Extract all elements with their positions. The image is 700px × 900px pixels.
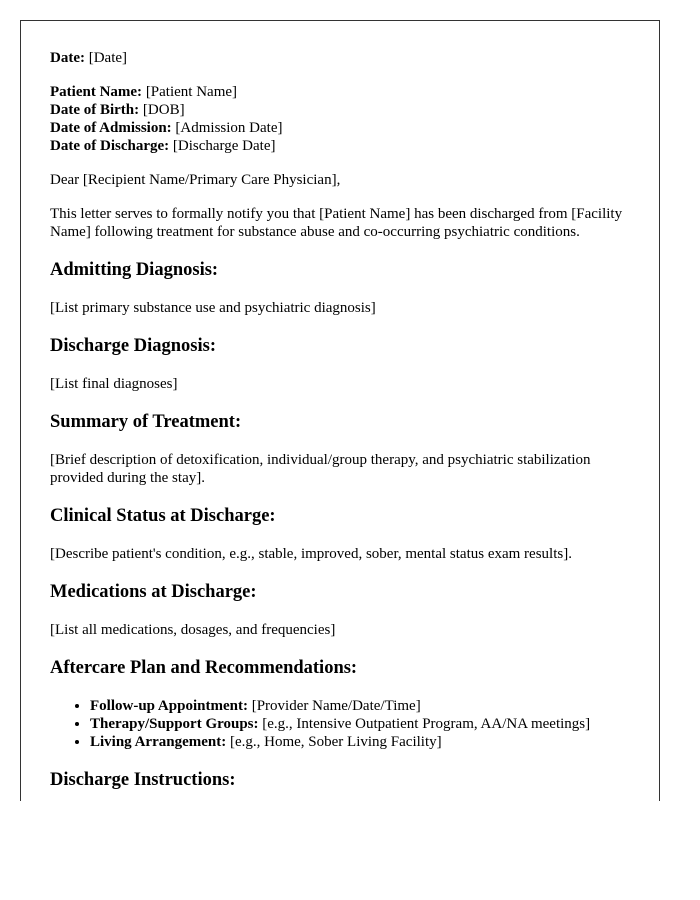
discharge-date-label: Date of Discharge: [50, 138, 170, 154]
aftercare-item-value: [Provider Name/Date/Time] [251, 698, 421, 714]
intro-paragraph: This letter serves to formally notify you that [Patient Name] has been discharged from [Facility Name] following treatment for substance abuse and co-occurring psychiatric conditions. [50, 206, 623, 240]
dob-value: [DOB] [142, 102, 185, 118]
date-label: Date: [50, 50, 85, 66]
aftercare-list [50, 697, 640, 751]
medications-heading: Medications at Discharge: [50, 582, 257, 602]
letter-page [20, 20, 660, 801]
aftercare-item-living [90, 733, 640, 751]
discharge-diagnosis-body: [List final diagnoses] [50, 376, 178, 392]
aftercare-item-value: [e.g., Intensive Outpatient Program, AA/NA meetings] [262, 716, 591, 732]
discharge-date-value: [Discharge Date] [172, 138, 276, 154]
clinical-status-heading: Clinical Status at Discharge: [50, 506, 276, 526]
patient-info [50, 83, 640, 155]
patient-name-line [50, 83, 640, 101]
patient-name-value: [Patient Name] [145, 84, 238, 100]
treatment-summary-body: [Brief description of detoxification, individual/group therapy, and psychiatric stabilization provided during the stay]. [50, 452, 591, 486]
aftercare-item-therapy [90, 715, 640, 733]
discharge-diagnosis-heading: Discharge Diagnosis: [50, 336, 216, 356]
admission-date-label: Date of Admission: [50, 120, 172, 136]
discharge-date-line [50, 137, 640, 155]
letter-content [50, 49, 640, 801]
dob-label: Date of Birth: [50, 102, 140, 118]
date-value: [Date] [88, 50, 128, 66]
aftercare-item-label: Follow-up Appointment: [90, 698, 248, 714]
admitting-diagnosis-body: [List primary substance use and psychiatric diagnosis] [50, 300, 376, 316]
salutation: Dear [Recipient Name/Primary Care Physician], [50, 172, 341, 188]
discharge-instructions-heading: Discharge Instructions: [50, 770, 236, 790]
aftercare-item-value: [e.g., Home, Sober Living Facility] [230, 734, 442, 750]
admission-date-value: [Admission Date] [175, 120, 283, 136]
medications-body: [List all medications, dosages, and frequencies] [50, 622, 336, 638]
date-line [50, 49, 640, 67]
admission-date-line [50, 119, 640, 137]
patient-name-label: Patient Name: [50, 84, 143, 100]
aftercare-item-label: Therapy/Support Groups: [90, 716, 259, 732]
aftercare-item-followup [90, 697, 640, 715]
admitting-diagnosis-heading: Admitting Diagnosis: [50, 260, 219, 280]
treatment-summary-heading: Summary of Treatment: [50, 412, 242, 432]
clinical-status-body: [Describe patient's condition, e.g., stable, improved, sober, mental status exam results]. [50, 546, 572, 562]
dob-line [50, 101, 640, 119]
aftercare-heading: Aftercare Plan and Recommendations: [50, 658, 358, 678]
aftercare-item-label: Living Arrangement: [90, 734, 227, 750]
